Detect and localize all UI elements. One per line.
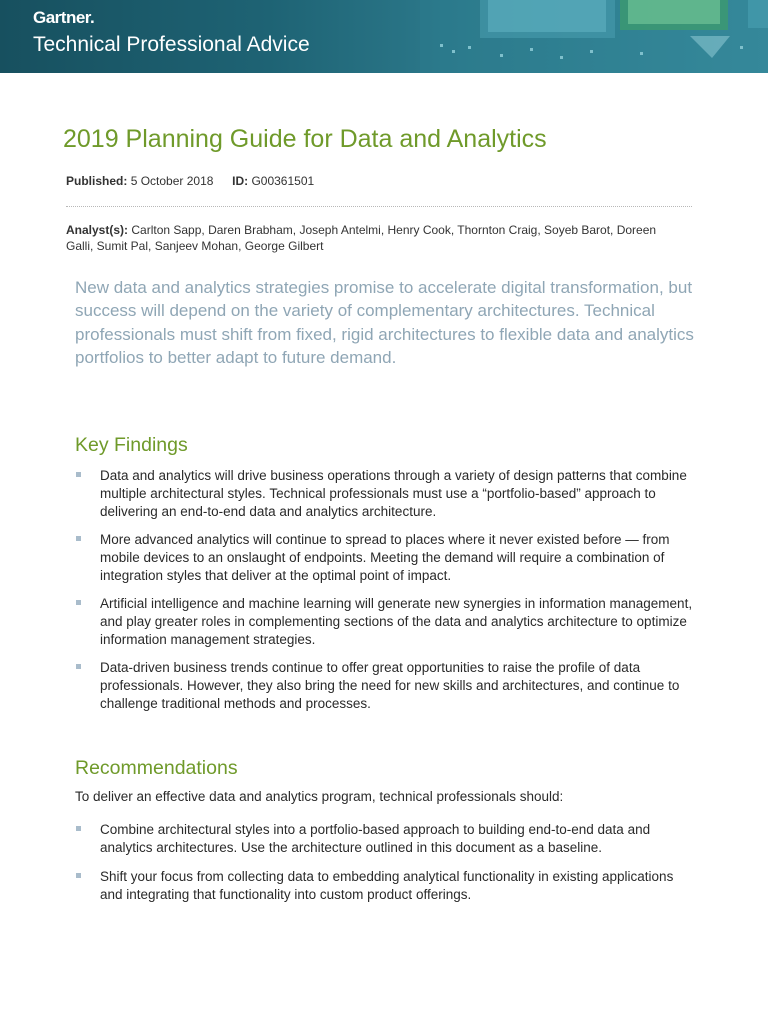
list-item	[75, 531, 695, 585]
dotted-divider	[66, 206, 692, 207]
recommendations-intro: To deliver an effective data and analytics program, technical professionals should:	[75, 789, 564, 804]
recommendations-heading: Recommendations	[75, 757, 238, 779]
summary-paragraph: New data and analytics strategies promise to accelerate digital transformation, but success will depend on the variety of complementary architectures. Technical professionals must shift from fixed, rigid architectures to flexible data and analytics portfolios to better adapt to future demand.	[75, 278, 694, 368]
recommendation-text: Shift your focus from collecting data to embedding analytical functionality in existing applications and integrating that functionality into custom product offerings.	[100, 869, 674, 902]
list-item	[75, 659, 695, 713]
key-findings-heading: Key Findings	[75, 434, 188, 456]
analysts-names: Carlton Sapp, Daren Brabham, Joseph Antelmi, Henry Cook, Thornton Craig, Soyeb Barot, Doreen Galli, Sumit Pal, Sanjeev Mohan, George Gilbert	[66, 223, 657, 253]
list-item	[75, 868, 695, 904]
published-label: Published:	[66, 174, 128, 188]
document-title: 2019 Planning Guide for Data and Analytics	[63, 125, 547, 153]
id-label: ID:	[232, 174, 249, 188]
gartner-logo: Gartner.	[33, 8, 95, 27]
analysts-line	[66, 222, 666, 254]
key-findings-list	[75, 467, 695, 713]
header-banner	[0, 0, 768, 73]
finding-text: More advanced analytics will continue to spread to places where it never existed before — from mobile devices to an onslaught of endpoints. Meeting the demand will require a combination of integration styles that deliver at the optimal point of impact.	[100, 532, 670, 583]
finding-text: Data and analytics will drive business operations through a variety of design patterns that combine multiple architectural styles. Technical professionals must use a “portfolio-based” approach to delivering an end-to-end data and analytics architecture.	[100, 468, 687, 519]
list-item	[75, 821, 695, 857]
bullet-square-icon	[76, 600, 81, 605]
document-id: G00361501	[251, 174, 315, 188]
publication-meta	[66, 174, 314, 188]
bullet-square-icon	[76, 536, 81, 541]
finding-text: Artificial intelligence and machine learning will generate new synergies in information management, and play greater roles in complementing sections of the data and analytics architecture to optimize information management strategies.	[100, 596, 693, 647]
bullet-square-icon	[76, 472, 81, 477]
list-item	[75, 467, 695, 521]
bullet-square-icon	[76, 826, 81, 831]
bullet-square-icon	[76, 873, 81, 878]
bullet-square-icon	[76, 664, 81, 669]
recommendation-text: Combine architectural styles into a portfolio-based approach to building end-to-end data and analytics architectures. Use the architecture outlined in this document as a baseline.	[100, 822, 651, 855]
recommendations-list	[75, 821, 695, 904]
published-date: 5 October 2018	[130, 174, 214, 188]
analysts-label: Analyst(s):	[66, 223, 129, 237]
banner-subtitle: Technical Professional Advice	[33, 33, 310, 56]
list-item	[75, 595, 695, 649]
finding-text: Data-driven business trends continue to offer great opportunities to raise the profile of data professionals. However, they also bring the need for new skills and architectures, and continue to challenge traditional methods and processes.	[100, 660, 680, 711]
